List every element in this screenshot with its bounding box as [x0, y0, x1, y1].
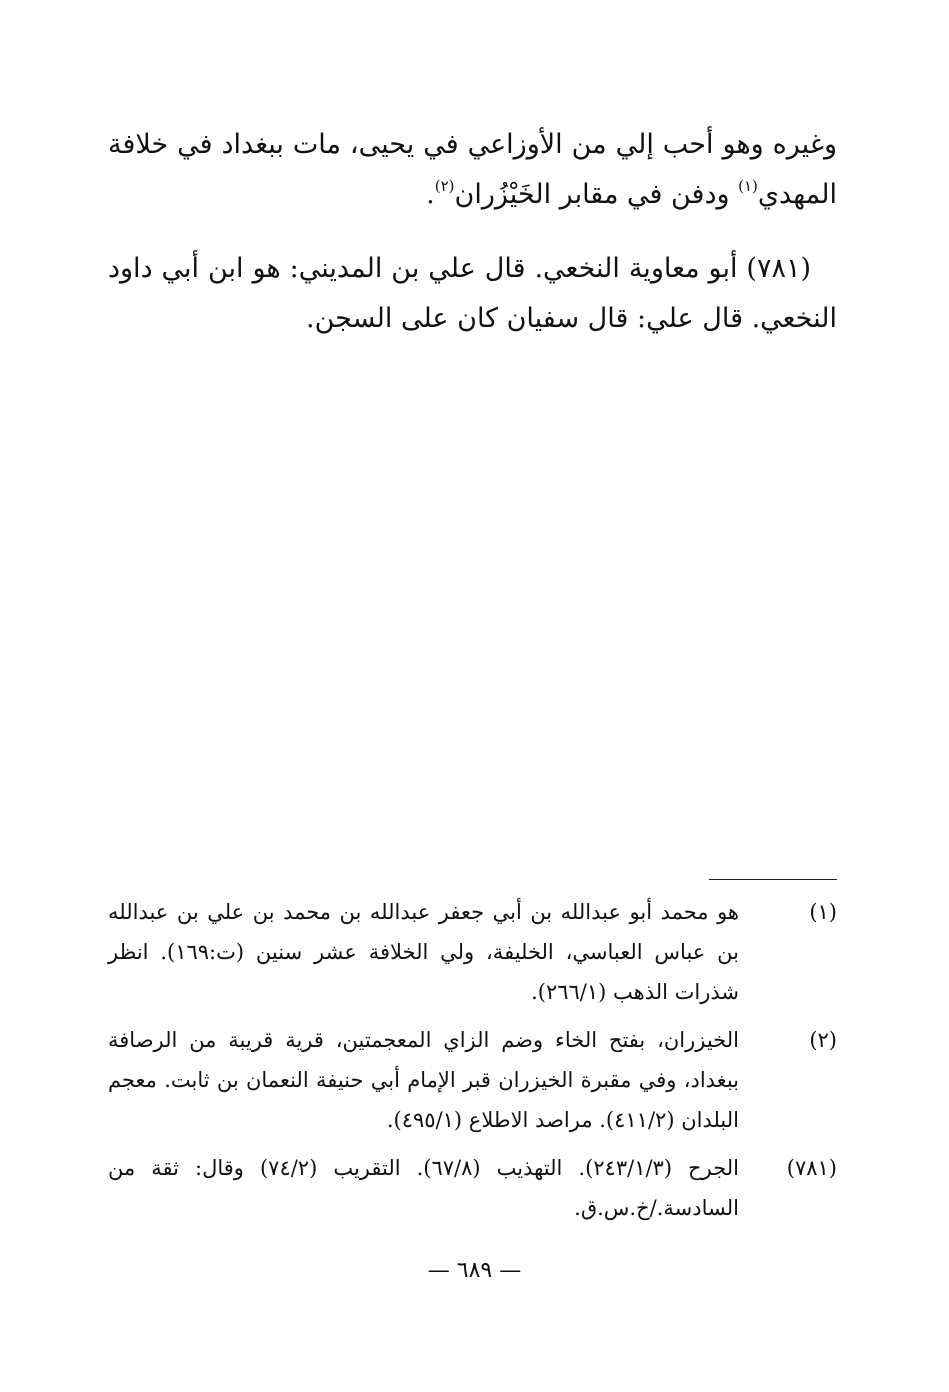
footnote-ref-1[interactable]: (١): [738, 177, 758, 195]
footnote-text: هو محمد أبو عبدالله بن أبي جعفر عبدالله بن محمد بن علي بن عبدالله بن عباس العباسي، الخليفة، ولي الخلافة عشر سنين (ت:١٦٩). انظر شذرات الذهب (٢٦٦/١).: [108, 900, 739, 1004]
footnote-item: [108, 892, 837, 1012]
footnote-ref-2[interactable]: (٢): [434, 177, 455, 195]
page-number: — ٦٨٩ —: [427, 1258, 522, 1283]
paragraph-continuation: [108, 120, 837, 220]
footnote-text: الجرح (٢٤٣/١/٣). التهذيب (٦٧/٨). التقريب (٧٤/٢) وقال: ثقة من السادسة./خ.س.ق.: [108, 1156, 739, 1220]
footnote-number: (٢): [809, 1028, 837, 1052]
footnotes: [108, 892, 837, 1236]
paragraph-line: وغيره وهو أحب إلي من الأوزاعي في يحيى، مات ببغداد في خلافة المهدي: [108, 129, 837, 210]
paragraph-end: .: [426, 179, 435, 210]
main-text: [108, 120, 837, 368]
footnote-text: الخيزران، بفتح الخاء وضم الزاي المعجمتين، قرية قريبة من الرصافة ببغداد، وفي مقبرة الخيزران قبر الإمام أبي حنيفة النعمان بن ثابت. معجم البلدان (٤١١/٢). مراصد الاطلاع (٤٩٥/١).: [108, 1028, 739, 1132]
footnote-item: [108, 1020, 837, 1140]
paragraph-line: ودفن في مقابر الخَيْزُران: [454, 179, 730, 210]
footnote-number: (١): [809, 900, 837, 924]
entry-781: (٧٨١) أبو معاوية النخعي. قال علي بن المديني: هو ابن أبي داود النخعي. قال علي: قال سفيان كان على السجن.: [108, 253, 837, 334]
footnote-number: (٧٨١): [786, 1156, 837, 1180]
footnote-divider: [709, 879, 837, 880]
footnote-item: [108, 1148, 837, 1228]
